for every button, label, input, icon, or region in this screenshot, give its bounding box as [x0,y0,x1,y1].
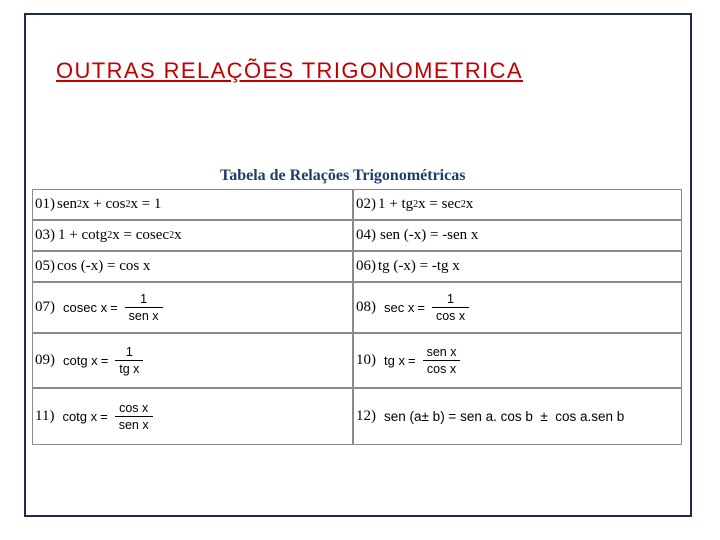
fraction-numerator: sen x [426,345,457,359]
equals-sign: = [407,353,416,368]
formula-text: 1 + cotg [58,227,108,243]
formula-text: sen (-x) = -sen x [380,227,479,243]
formula-text: x [174,227,182,243]
formula-text: tg (-x) = -tg x [378,258,460,274]
fraction [115,401,153,432]
relations-table [32,189,682,445]
equals-sign: = [100,353,109,368]
formula-text: x = cosec [112,227,170,243]
cell-number: 07) [35,299,55,315]
formula-text: cos (-x) = cos x [57,258,151,274]
equals-sign: = [417,300,425,315]
fraction-numerator: 1 [140,292,148,306]
table-cell-03: 03) 1 + cotg 2 x = cosec 2 x [32,220,353,251]
table-cell-02: 02) 1 + tg 2 x = sec 2 x [353,189,682,220]
formula-text: x [465,196,474,212]
cell-number: 12) [356,408,376,424]
cell-number: 09) [35,352,55,368]
fraction-denominator: cos x [426,362,457,376]
cell-number: 05) [35,258,55,274]
formula-text: x = sec [418,196,461,212]
formula-lhs: sec x [384,300,415,315]
fraction-numerator: 1 [125,345,133,359]
fraction-numerator: 1 [447,292,454,306]
slide-title: OUTRAS RELAÇÕES TRIGONOMETRICA [56,58,523,83]
table-cell-04 [353,220,682,251]
fraction-denominator: cos x [435,309,466,323]
fraction-numerator: cos x [119,401,149,415]
table-cell-12 [353,388,682,445]
formula-lhs: cotg x [63,353,98,368]
table-cell-06 [353,251,682,282]
fraction-denominator: tg x [119,362,140,376]
formula-lhs: tg x [384,353,405,368]
equals-sign: = [110,300,118,315]
formula-lhs: cotg x [62,409,98,424]
table-cell-01: 01) sen 2 x + cos 2 x = 1 [32,189,353,220]
table-cell-08 [353,282,682,333]
cell-number: 03) [35,227,55,243]
cell-number: 02) [356,196,376,212]
table-cell-07 [32,282,353,333]
table-cell-05 [32,251,353,282]
fraction [432,292,469,323]
cell-number: 11) [35,408,55,424]
fraction [125,292,163,323]
equals-sign: = [100,409,108,424]
cell-number: 01) [35,196,55,212]
formula-lhs: cosec x [63,300,108,315]
fraction [423,345,461,376]
cell-number: 08) [356,299,376,315]
table-cell-09 [32,333,353,388]
table-cell-11 [32,388,353,445]
cell-number: 10) [356,352,376,368]
table-title: Tabela de Relações Trigonométricas [220,167,466,184]
fraction [115,345,143,376]
table-cell-10 [353,333,682,388]
cell-number: 06) [356,258,376,274]
formula-text: x = 1 [130,196,162,212]
formula-text: sen (a± b) = sen a. cos b ± cos a.sen b [384,409,625,424]
cell-number: 04) [356,227,376,243]
fraction-denominator: sen x [128,309,159,323]
formula-text: 1 + tg [378,196,414,212]
formula-text: sen [57,196,77,212]
formula-text: x + cos [82,196,126,212]
fraction-denominator: sen x [118,418,149,432]
